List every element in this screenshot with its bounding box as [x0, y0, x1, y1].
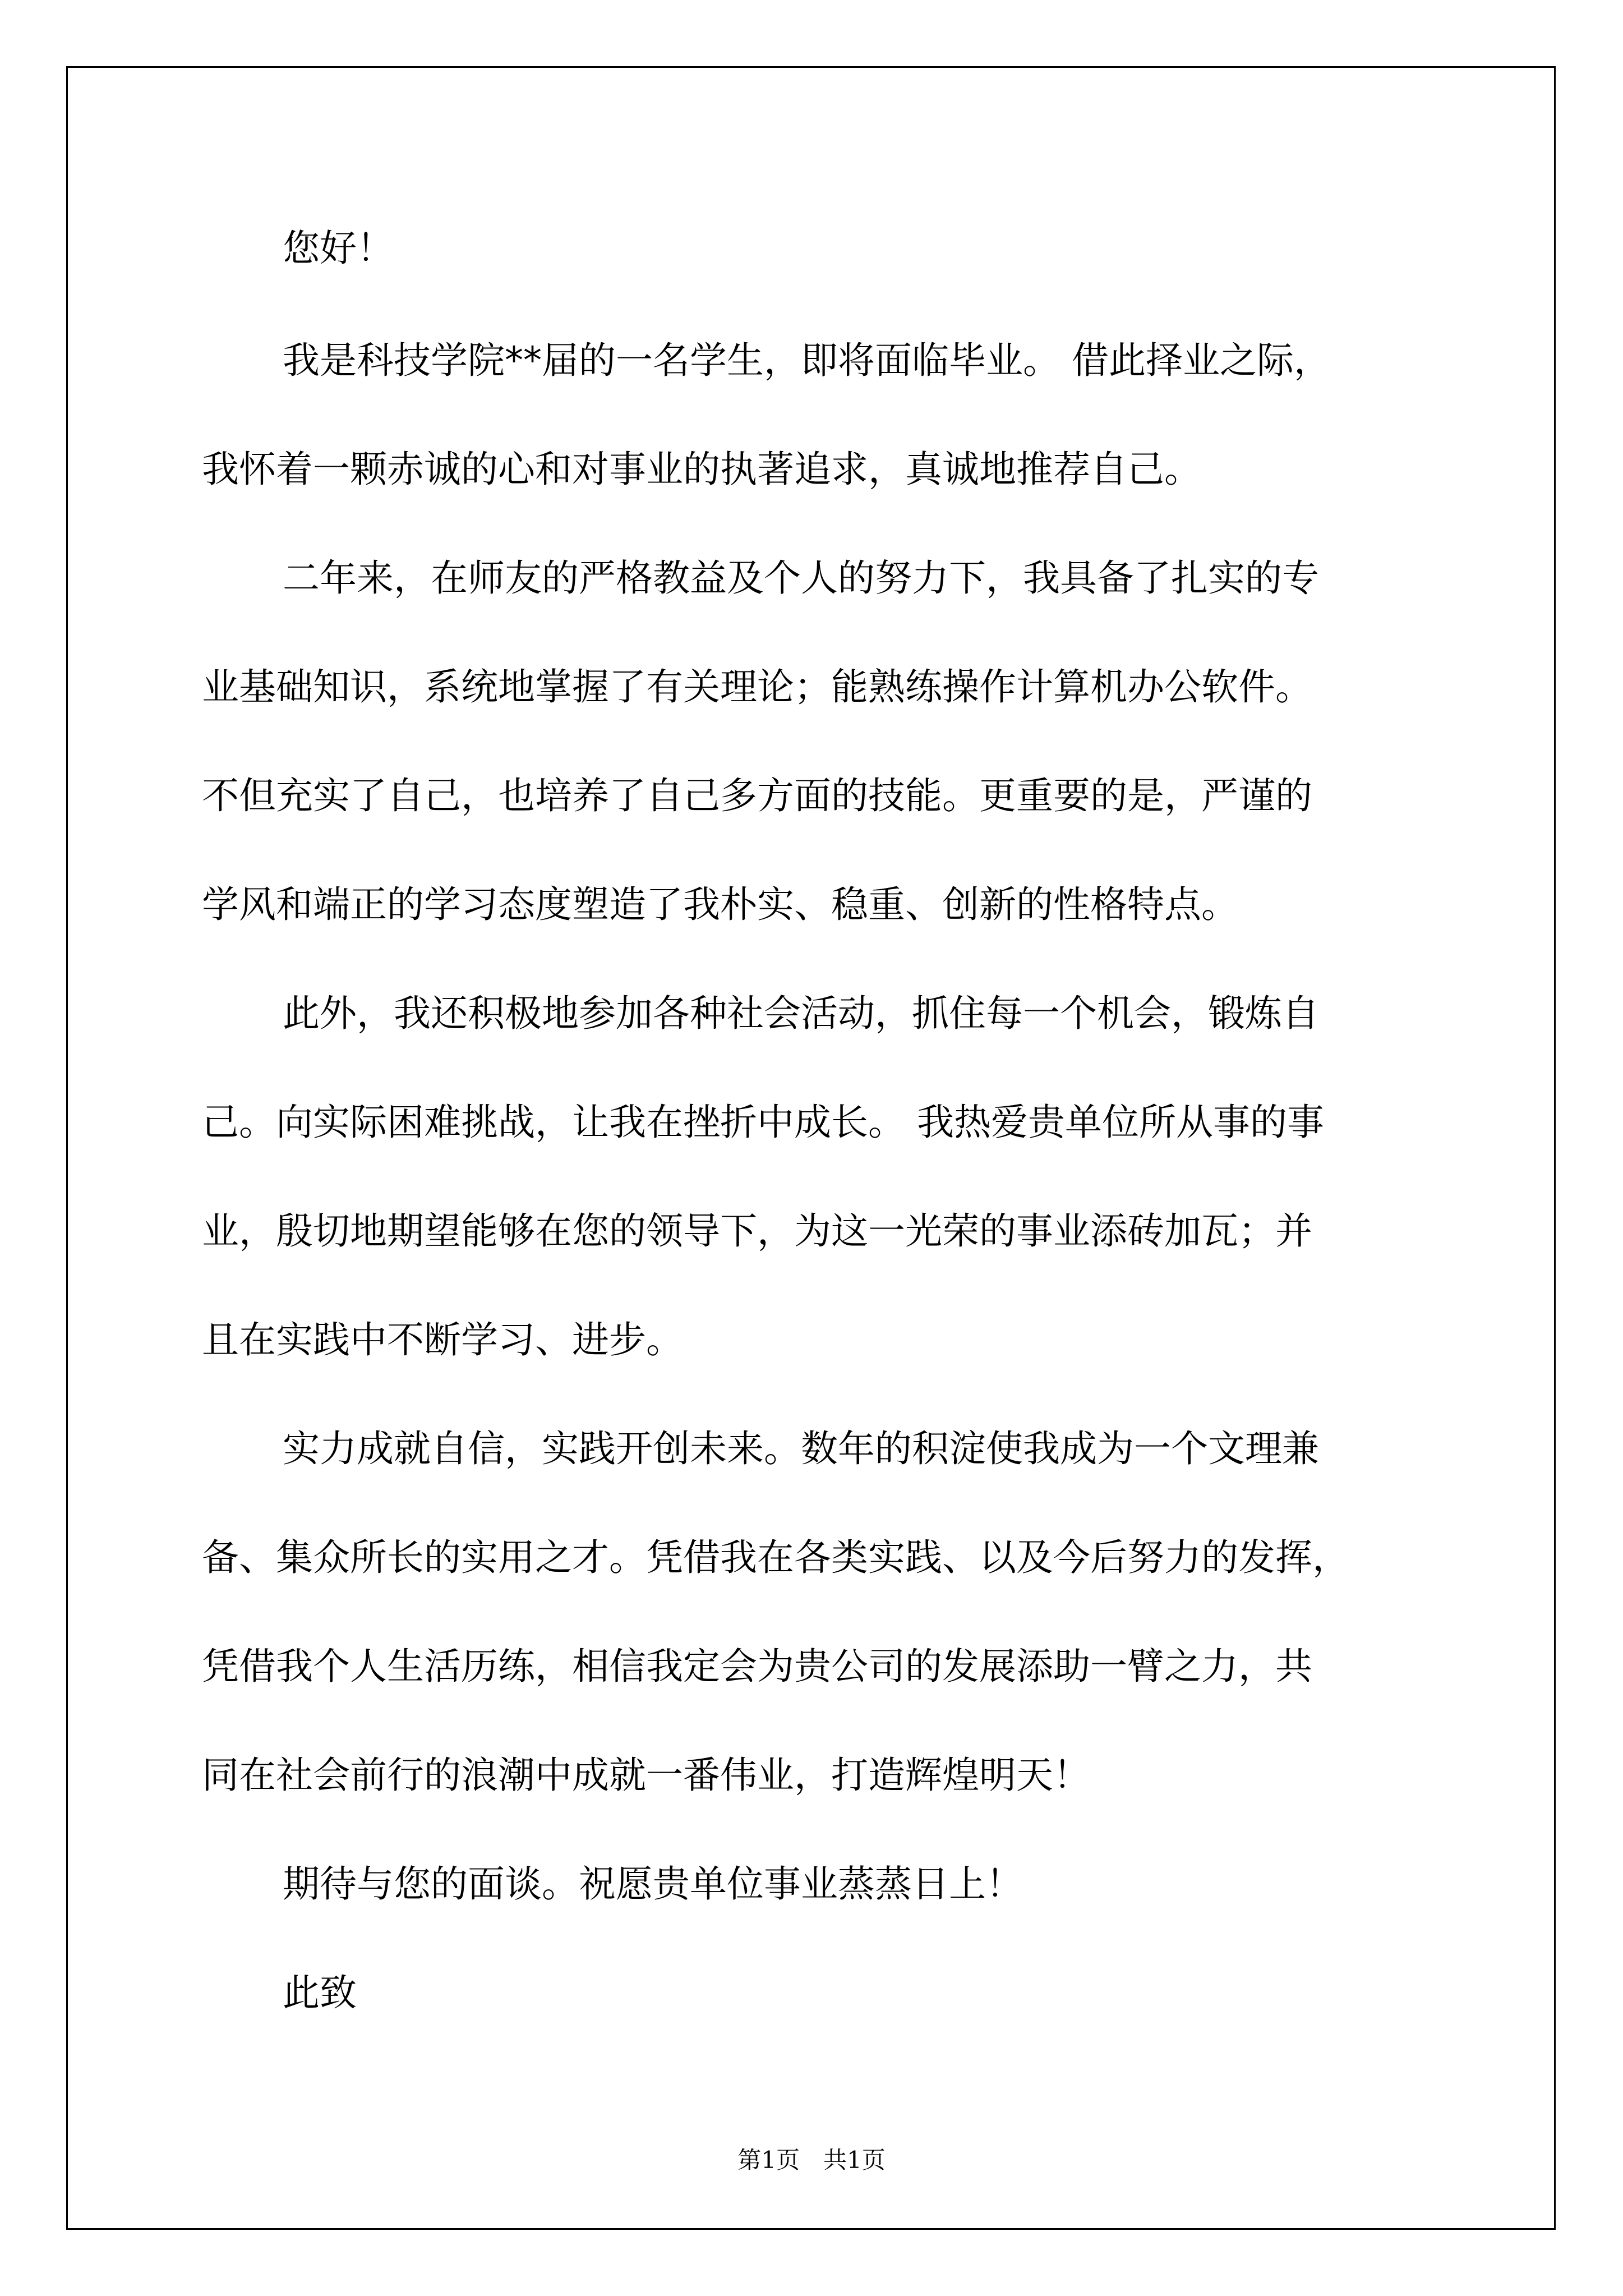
paragraph-4-line-3: 凭借我个人生活历练，相信我定会为贵公司的发展添助一臂之力，共	[202, 1645, 1312, 1688]
paragraph-4-line-4: 同在社会前行的浪潮中成就一番伟业，打造辉煌明天！	[202, 1754, 1090, 1797]
paragraph-2-line-3: 不但充实了自己，也培养了自己多方面的技能。更重要的是，严谨的	[202, 774, 1312, 817]
paragraph-3-line-3: 业，殷切地期望能够在您的领导下，为这一光荣的事业添砖加瓦；并	[202, 1209, 1312, 1253]
paragraph-3-line-2: 己。向实际困难挑战，让我在挫折中成长。 我热爱贵单位所从事的事	[202, 1101, 1324, 1144]
paragraph-4-line-2: 备、集众所长的实用之才。凭借我在各类实践、以及今后努力的发挥，	[202, 1536, 1349, 1579]
paragraph-2-line-1: 二年来，在师友的严格教益及个人的努力下，我具备了扎实的专	[283, 556, 1319, 600]
paragraph-1-line-1: 我是科技学院**届的一名学生，即将面临毕业。 借此择业之际，	[283, 339, 1331, 382]
paragraph-3-line-4: 且在实践中不断学习、进步。	[202, 1318, 683, 1361]
greeting: 您好！	[283, 227, 394, 270]
closing: 此致	[283, 1971, 357, 2014]
paragraph-2-line-4: 学风和端正的学习态度塑造了我朴实、稳重、创新的性格特点。	[202, 883, 1238, 926]
paragraph-1-line-2: 我怀着一颗赤诚的心和对事业的执著追求，真诚地推荐自己。	[202, 448, 1201, 491]
paragraph-5-line-1: 期待与您的面谈。祝愿贵单位事业蒸蒸日上！	[283, 1862, 1023, 1906]
paragraph-2-line-2: 业基础知识，系统地掌握了有关理论；能熟练操作计算机办公软件。	[202, 665, 1312, 708]
paragraph-3-line-1: 此外，我还积极地参加各种社会活动，抓住每一个机会，锻炼自	[283, 992, 1319, 1035]
page-number: 第1页 共1页	[737, 2146, 886, 2174]
paragraph-4-line-1: 实力成就自信，实践开创未来。数年的积淀使我成为一个文理兼	[283, 1427, 1319, 1470]
